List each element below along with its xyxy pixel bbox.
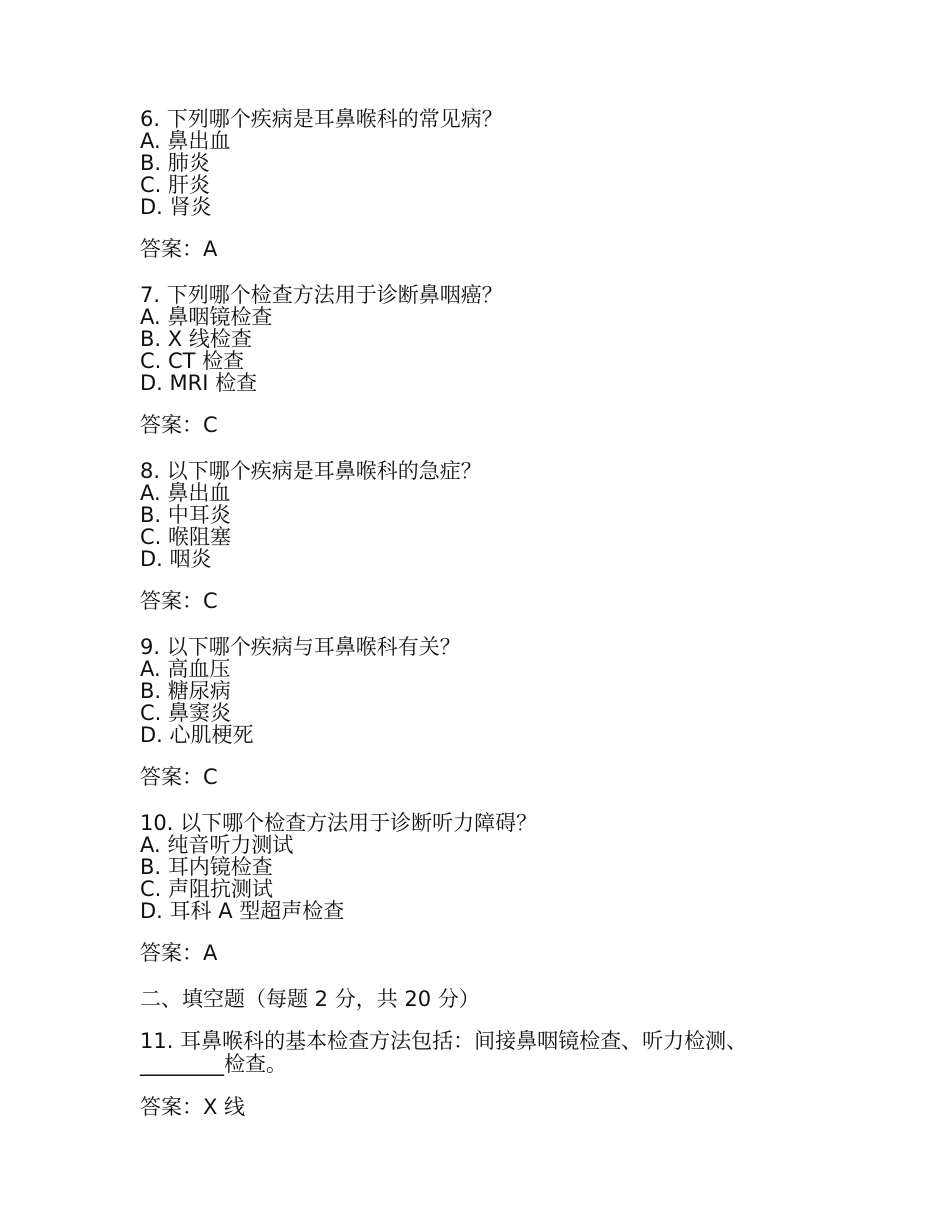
option-c: C. 喉阻塞 xyxy=(140,525,232,549)
option-d: D. 耳科 A 型超声检查 xyxy=(140,899,345,923)
question-stem: 6. 下列哪个疾病是耳鼻喉科的常见病？ xyxy=(140,107,503,131)
option-c: C. CT 检查 xyxy=(140,349,245,373)
option-a: A. 高血压 xyxy=(140,657,231,681)
question-6 xyxy=(140,108,820,218)
option-d: D. 肾炎 xyxy=(140,195,212,219)
option-a: A. 鼻出血 xyxy=(140,129,231,153)
question-stem: 9. 以下哪个疾病与耳鼻喉科有关？ xyxy=(140,635,461,659)
question-8 xyxy=(140,460,820,570)
answer-8: 答案：C xyxy=(140,589,218,613)
option-b: B. X 线检查 xyxy=(140,327,252,351)
option-b: B. 耳内镜检查 xyxy=(140,855,273,879)
answer-9: 答案：C xyxy=(140,765,218,789)
fill-question-11: 11. 耳鼻喉科的基本检查方法包括：间接鼻咽镜检查、听力检测、________检查。 xyxy=(140,1029,748,1076)
option-c: C. 声阻抗测试 xyxy=(140,877,274,901)
answer-7: 答案：C xyxy=(140,413,218,437)
option-d: D. 心肌梗死 xyxy=(140,723,254,747)
option-b: B. 肺炎 xyxy=(140,151,210,175)
answer-11: 答案：X 线 xyxy=(140,1095,246,1119)
option-a: A. 鼻出血 xyxy=(140,481,231,505)
option-c: C. 肝炎 xyxy=(140,173,211,197)
option-a: A. 纯音听力测试 xyxy=(140,833,294,857)
option-b: B. 中耳炎 xyxy=(140,503,231,527)
option-c: C. 鼻窦炎 xyxy=(140,701,232,725)
option-d: D. 咽炎 xyxy=(140,547,212,571)
question-stem: 7. 下列哪个检查方法用于诊断鼻咽癌？ xyxy=(140,283,503,307)
question-7 xyxy=(140,284,820,394)
document-page xyxy=(140,108,820,1142)
section-title: 二、填空题（每题 2 分，共 20 分） xyxy=(140,987,480,1011)
question-9 xyxy=(140,636,820,746)
question-10 xyxy=(140,812,820,922)
answer-6: 答案：A xyxy=(140,237,218,261)
question-stem: 10. 以下哪个检查方法用于诊断听力障碍？ xyxy=(140,811,538,835)
option-b: B. 糖尿病 xyxy=(140,679,231,703)
answer-10: 答案：A xyxy=(140,941,218,965)
question-stem: 8. 以下哪个疾病是耳鼻喉科的急症？ xyxy=(140,459,482,483)
option-a: A. 鼻咽镜检查 xyxy=(140,305,273,329)
option-d: D. MRI 检查 xyxy=(140,371,258,395)
